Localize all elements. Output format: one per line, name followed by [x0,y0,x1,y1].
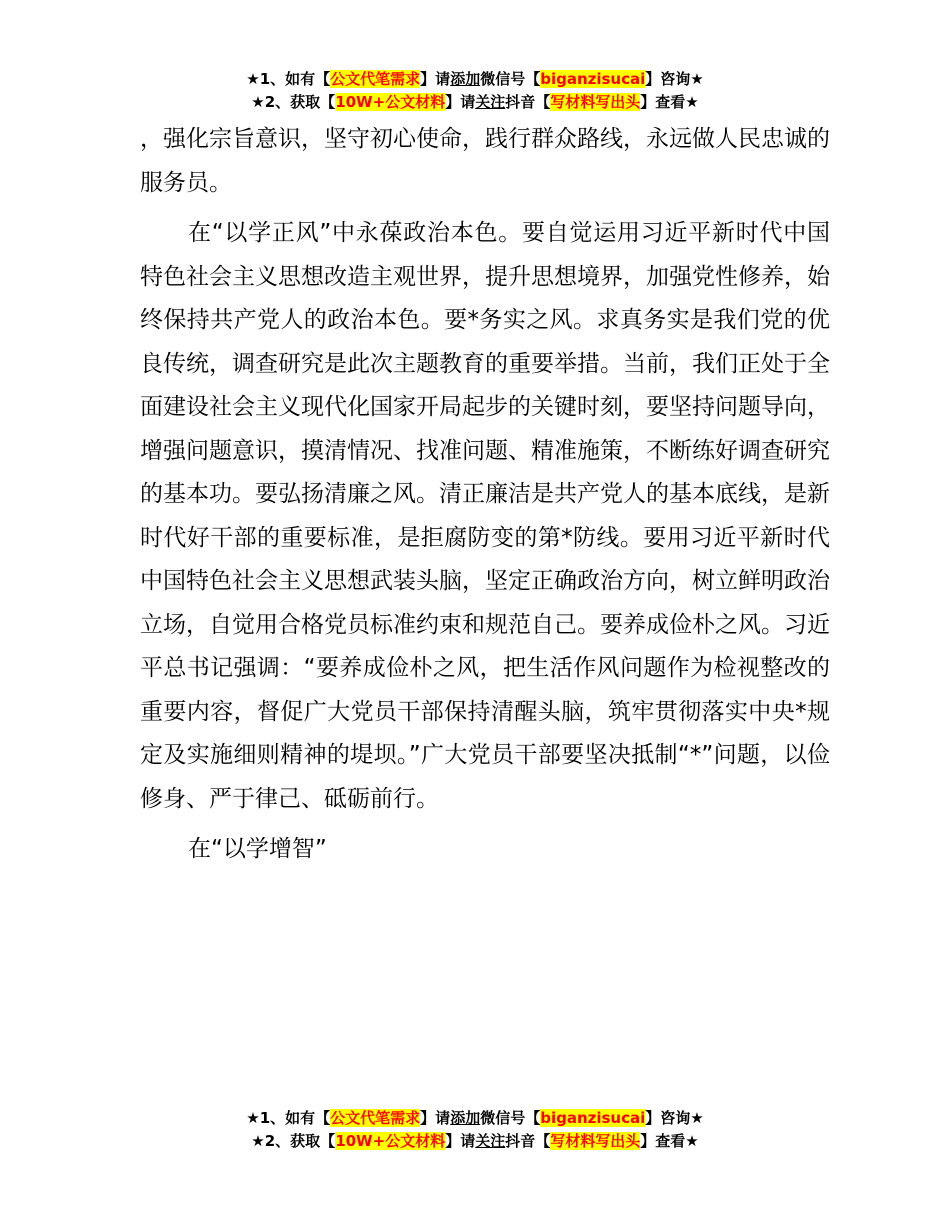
footer-line-2 [0,1130,950,1153]
footer-line-1-highlight-wechat: biganzisucai [540,1109,646,1127]
footer-line-2-mid2: 抖音【 [505,1132,551,1150]
footer-line-2-highlight-douyin: 写材料写出头 [550,1132,641,1150]
header-line-1-highlight-service: 公文代笔需求 [330,70,421,88]
header-line-2-prefix: ★2、获取【 [251,93,336,111]
paragraph-1: ，强化宗旨意识，坚守初心使命，践行群众路线，永远做人民忠诚的服务员。 [140,126,830,196]
footer-line-2-emphasis: 关注 [475,1132,506,1150]
paragraph-2: 在“以学正风”中永葆政治本色。要自觉运用习近平新时代中国特色社会主义思想改造主观世界，提升思想境界，加强党性修养，始终保持共产党人的政治本色。要*务实之风。求真务实是我们党的优良传统，调查研究是此次主题教育的重要举措。当前，我们正处于全面建设社会主义现代化国家开局起步的关键时刻，要坚持问题导向，增强问题意识，摸清情况、找准问题、精准施策，不断练好调查研究的基本功。要弘扬清廉之风。清正廉洁是共产党人的基本底线，是新时代好干部的重要标准，是拒腐防变的第*防线。要用习近平新时代中国特色社会主义思想武装头脑，坚定正确政治方向，树立鲜明政治立场，自觉用合格党员标准约束和规范自己。要养成俭朴之风。习近平总书记强调：“要养成俭朴之风，把生活作风问题作为检视整改的重要内容，督促广大党员干部保持清醒头脑，筑牢贯彻落实中央*规定及实施细则精神的堤坝。”广大党员干部要坚决抵制“*”问题，以俭修身、严于律己、砥砺前行。 [140,220,830,812]
header-line-2 [0,91,950,114]
footer-banner [0,1107,950,1153]
footer-line-1-highlight-service: 公文代笔需求 [330,1109,421,1127]
footer-line-1-prefix: ★1、如有【 [246,1109,331,1127]
footer-line-2-suffix: 】查看★ [640,1132,699,1150]
header-line-2-highlight-materials: 10W+公文材料 [335,93,446,111]
header-line-1 [0,68,950,91]
header-line-2-mid2: 抖音【 [505,93,551,111]
header-line-1-mid2: 微信号【 [480,70,541,88]
header-line-1-prefix: ★1、如有【 [246,70,331,88]
footer-line-1-suffix: 】咨询★ [645,1109,704,1127]
footer-line-2-prefix: ★2、获取【 [251,1132,336,1150]
footer-line-1 [0,1107,950,1130]
footer-line-1-emphasis: 添加 [450,1109,481,1127]
header-line-1-suffix: 】咨询★ [645,70,704,88]
header-line-1-mid1: 】请 [420,70,451,88]
footer-line-1-mid2: 微信号【 [480,1109,541,1127]
document-body [140,118,830,872]
footer-line-2-highlight-materials: 10W+公文材料 [335,1132,446,1150]
paragraph-3: 在“以学增智” [188,836,327,862]
header-line-2-suffix: 】查看★ [640,93,699,111]
header-line-2-mid1: 】请 [445,93,476,111]
header-line-2-highlight-douyin: 写材料写出头 [550,93,641,111]
header-line-1-emphasis: 添加 [450,70,481,88]
header-line-2-emphasis: 关注 [475,93,506,111]
header-banner [0,68,950,114]
footer-line-1-mid1: 】请 [420,1109,451,1127]
footer-line-2-mid1: 】请 [445,1132,476,1150]
header-line-1-highlight-wechat: biganzisucai [540,70,646,88]
